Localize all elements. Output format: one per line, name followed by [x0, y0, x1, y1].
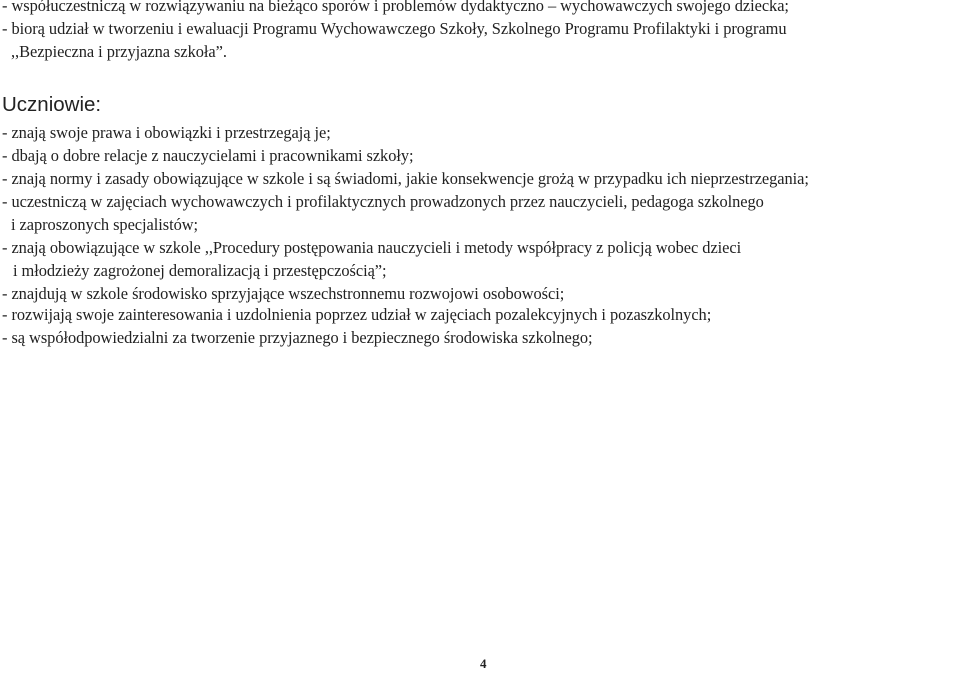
- students-heading: Uczniowie:: [2, 93, 102, 116]
- page-number: 4: [480, 656, 487, 671]
- students-line-1: - znają swoje prawa i obowiązki i przestrzegają je;: [2, 123, 331, 142]
- students-line-8: - znajdują w szkole środowisko sprzyjające wszechstronnemu rozwojowi osobowości;: [2, 284, 565, 303]
- students-line-10: - są współodpowiedzialni za tworzenie przyjaznego i bezpiecznego środowiska szkolnego;: [2, 328, 593, 347]
- intro-line-2: - biorą udział w tworzeniu i ewaluacji Programu Wychowawczego Szkoły, Szkolnego Programu Profilaktyki i programu: [2, 19, 787, 38]
- students-line-6: - znają obowiązujące w szkole ,,Procedury postępowania nauczycieli i metody współpracy z policją wobec dzieci: [2, 238, 742, 257]
- students-line-7: i młodzieży zagrożonej demoralizacją i przestępczością”;: [13, 261, 387, 280]
- intro-line-1: - współuczestniczą w rozwiązywaniu na bieżąco sporów i problemów dydaktyczno – wychowawczych swojego dziecka;: [2, 0, 789, 15]
- students-line-5: i zaproszonych specjalistów;: [11, 215, 199, 234]
- students-line-3: - znają normy i zasady obowiązujące w szkole i są świadomi, jakie konsekwencje grożą w przypadku ich nieprzestrzegania;: [2, 169, 809, 188]
- intro-line-3: ,,Bezpieczna i przyjazna szkoła”.: [11, 42, 227, 61]
- students-line-9: - rozwijają swoje zainteresowania i uzdolnienia poprzez udział w zajęciach pozalekcyjnych i pozaszkolnych;: [2, 305, 712, 324]
- students-line-4: - uczestniczą w zajęciach wychowawczych i profilaktycznych prowadzonych przez nauczycieli, pedagoga szkolnego: [2, 192, 764, 211]
- students-line-2: - dbają o dobre relacje z nauczycielami i pracownikami szkoły;: [2, 146, 414, 165]
